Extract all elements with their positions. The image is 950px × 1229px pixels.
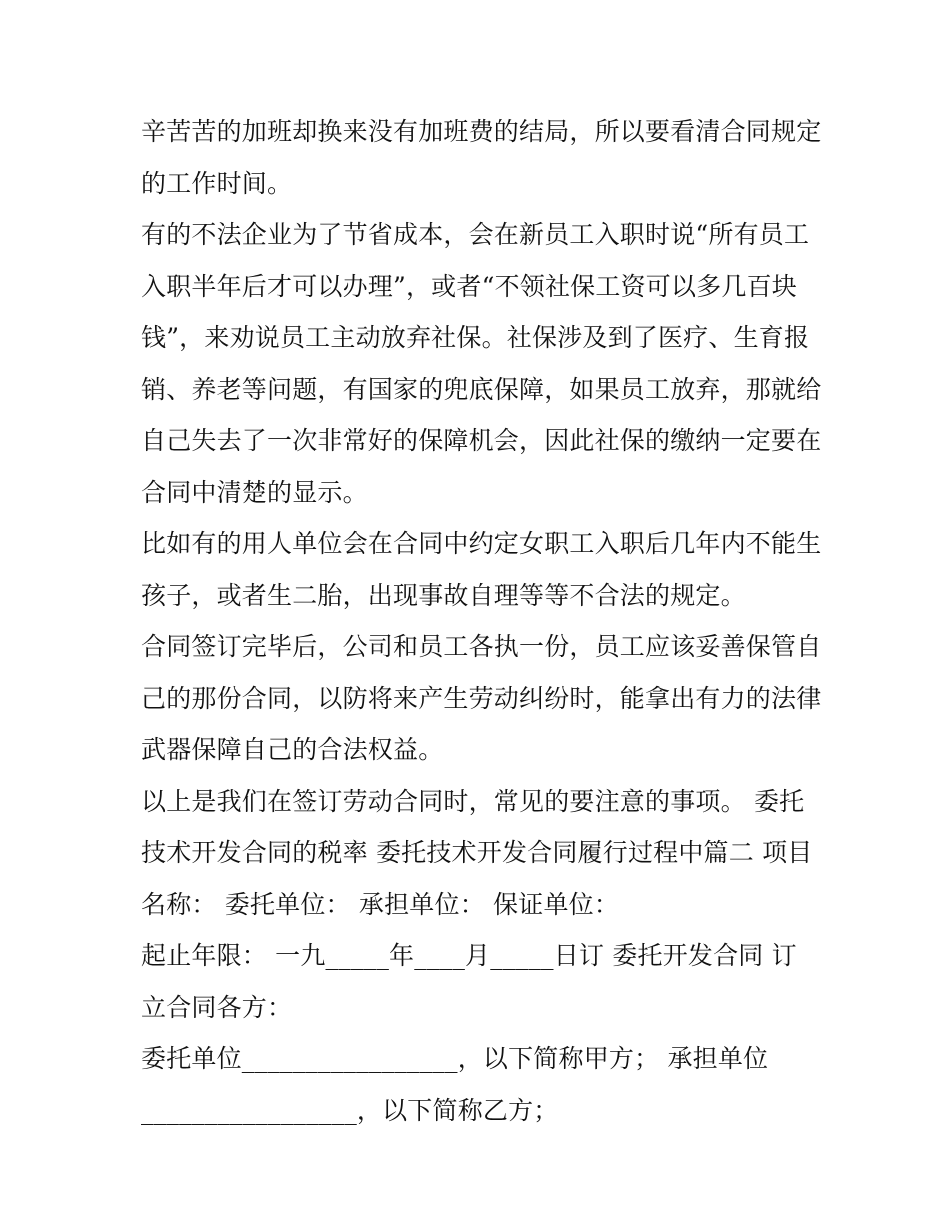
- text-line-11: 合同签订完毕后，公司和员工各执一份，员工应该妥善保管自: [141, 632, 822, 661]
- text-line-13: 武器保障自己的合法权益。: [141, 735, 444, 764]
- text-line-10: 孩子，或者生二胎，出现事故自理等等不合法的规定。: [141, 580, 746, 610]
- text-line-4: 入职半年后才可以办理”，或者“不领社保工资可以多几百块: [141, 271, 797, 301]
- text-line-14: 以上是我们在签订劳动合同时，常见的要注意的事项。 委托: [141, 786, 805, 816]
- text-line-20: _________________，以下简称乙方；: [141, 1095, 559, 1125]
- text-line-17: 起止年限： 一九_____年____月_____日订 委托开发合同 订: [141, 941, 797, 970]
- text-line-7: 自己失去了一次非常好的保障机会，因此社保的缴纳一定要在: [141, 426, 822, 455]
- document-body: [141, 106, 821, 1136]
- text-line-15: 技术开发合同的税率 委托技术开发合同履行过程中篇二 项目: [141, 838, 813, 867]
- text-line-6: 销、养老等问题，有国家的兜底保障，如果员工放弃，那就给: [141, 374, 822, 404]
- text-line-1: 辛苦苦的加班却换来没有加班费的结局，所以要看清合同规定: [141, 117, 822, 146]
- text-line-18: 立合同各方：: [141, 992, 293, 1022]
- text-line-8: 合同中清楚的显示。: [141, 477, 368, 507]
- text-line-9: 比如有的用人单位会在合同中约定女职工入职后几年内不能生: [141, 529, 822, 558]
- text-line-5: 钱”，来劝说员工主动放弃社保。社保涉及到了医疗、生育报: [141, 323, 810, 352]
- text-line-16: 名称： 委托单位： 承担单位： 保证单位：: [141, 889, 620, 919]
- text-line-3: 有的不法企业为了节省成本，会在新员工入职时说“所有员工: [141, 220, 810, 249]
- text-line-12: 己的那份合同，以防将来产生劳动纠纷时，能拿出有力的法律: [141, 683, 822, 713]
- text-line-2: 的工作时间。: [141, 168, 293, 198]
- text-line-19: 委托单位_________________，以下简称甲方； 承担单位: [141, 1044, 769, 1073]
